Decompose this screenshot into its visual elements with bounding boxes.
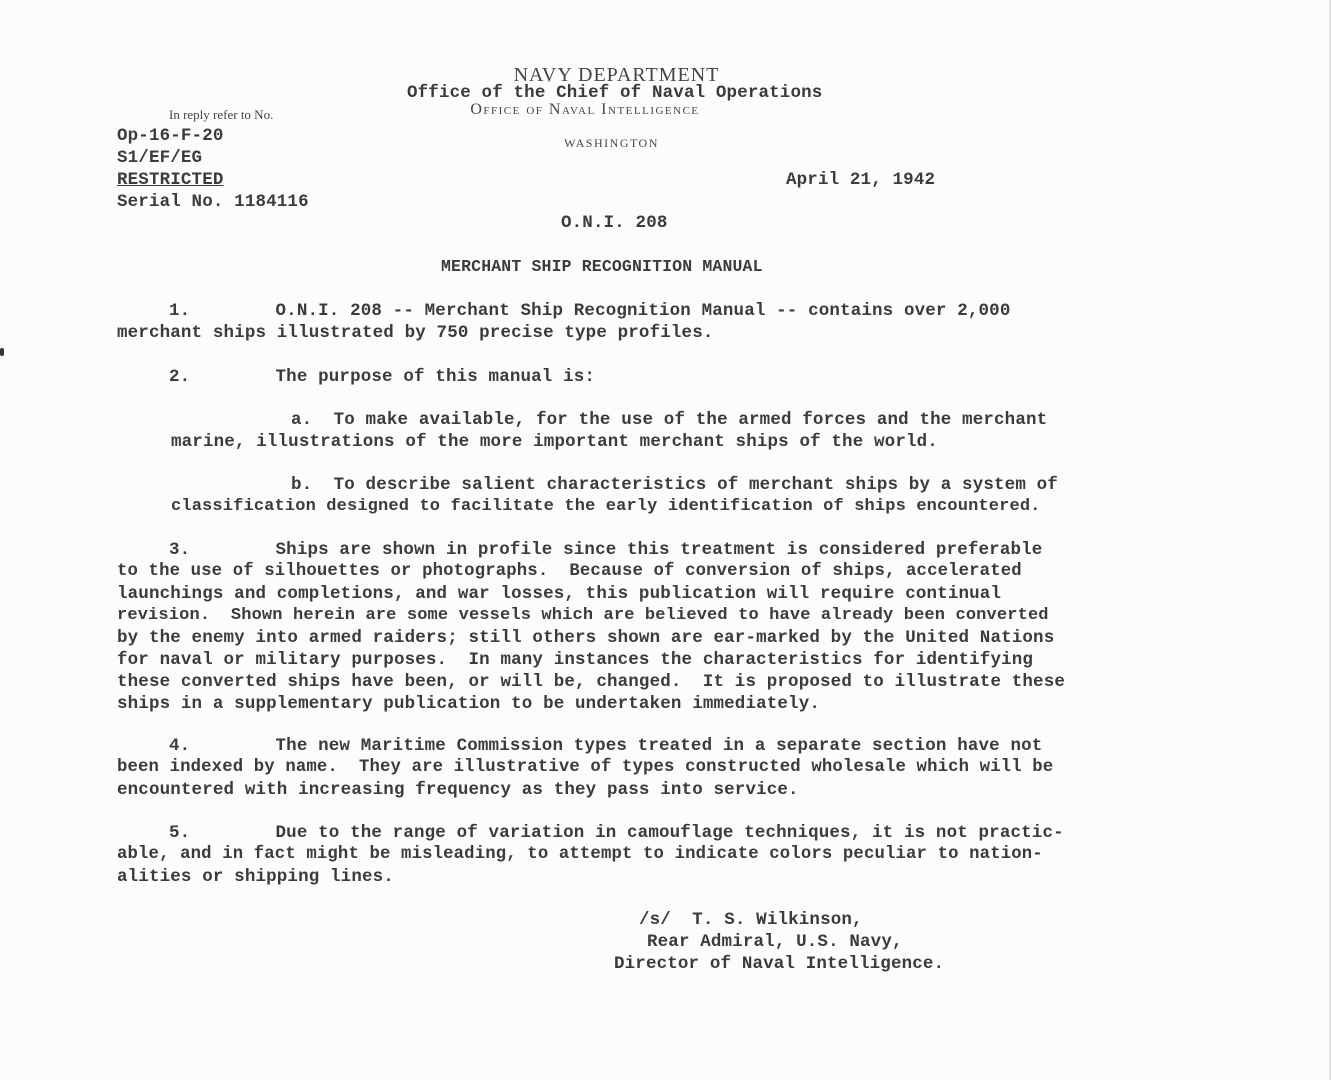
paragraph-2b-line-1: b. To describe salient characteristics of merchant ships by a system of [291,475,1058,495]
paragraph-3-line-3: launchings and completions, and war losses, this publication will require continual [117,584,1002,604]
paragraph-5-line-2: able, and in fact might be misleading, to attempt to indicate colors peculiar to nation- [117,845,1043,864]
letterhead-cno-office: Office of the Chief of Naval Operations [407,83,823,103]
letterhead-city: WASHINGTON [564,136,659,150]
reference-line-2: S1/EF/EG [117,148,203,168]
paragraph-3-line-7: these converted ships have been, or will be, changed. It is proposed to illustrate these [117,672,1066,692]
letter-date: April 21, 1942 [786,170,936,190]
paragraph-2b-line-2: classification designed to facilitate the early identification of ships encountered. [171,497,1041,516]
signature-rank: Rear Admiral, U.S. Navy, [647,932,903,952]
document-number: O.N.I. 208 [561,213,668,233]
reply-label: In reply refer to No. [169,107,274,122]
paragraph-3-line-1: 3. Ships are shown in profile since this treatment is considered preferable [169,540,1043,560]
serial-number: Serial No. 1184116 [117,192,309,212]
paragraph-3-line-6: for naval or military purposes. In many instances the characteristics for identifying [117,650,1034,670]
paragraph-2a-line-2: marine, illustrations of the more important merchant ships of the world. [171,432,938,452]
paragraph-5-line-3: alities or shipping lines. [117,867,394,887]
signature-name: /s/ T. S. Wilkinson, [639,910,863,930]
reference-line-1: Op-16-F-20 [117,126,224,146]
letterhead-department: NAVY DEPARTMENT [513,64,720,86]
paragraph-3-line-2: to the use of silhouettes or photographs. Because of conversion of ships, accelerated [117,562,1022,581]
letterhead-oni-office: Office of Naval Intelligence [470,101,700,118]
signature-title: Director of Naval Intelligence. [614,954,945,974]
paragraph-3-line-4: revision. Shown herein are some vessels which are believed to have already been converted [117,606,1049,625]
paragraph-5-line-1: 5. Due to the range of variation in camouflage techniques, it is not practic- [169,823,1064,843]
paragraph-1-line-2: merchant ships illustrated by 750 precise type profiles. [117,323,714,343]
paragraph-4-line-2: been indexed by name. They are illustrative of types constructed wholesale which will be [117,758,1054,777]
scan-edge-mark [0,348,4,356]
paragraph-3-line-5: by the enemy into armed raiders; still others shown are ear-marked by the United Nations [117,628,1055,648]
subject-line: MERCHANT SHIP RECOGNITION MANUAL [441,257,763,276]
paragraph-2a-line-1: a. To make available, for the use of the armed forces and the merchant [291,410,1048,430]
paragraph-2-line-1: 2. The purpose of this manual is: [169,367,596,387]
paragraph-4-line-3: encountered with increasing frequency as they pass into service. [117,780,799,800]
paragraph-1-line-1: 1. O.N.I. 208 -- Merchant Ship Recognition Manual -- contains over 2,000 [169,301,1011,321]
classification-marking: RESTRICTED [117,170,224,190]
paragraph-4-line-1: 4. The new Maritime Commission types treated in a separate section have not [169,736,1043,756]
paragraph-3-line-8: ships in a supplementary publication to be undertaken immediately. [117,694,821,714]
